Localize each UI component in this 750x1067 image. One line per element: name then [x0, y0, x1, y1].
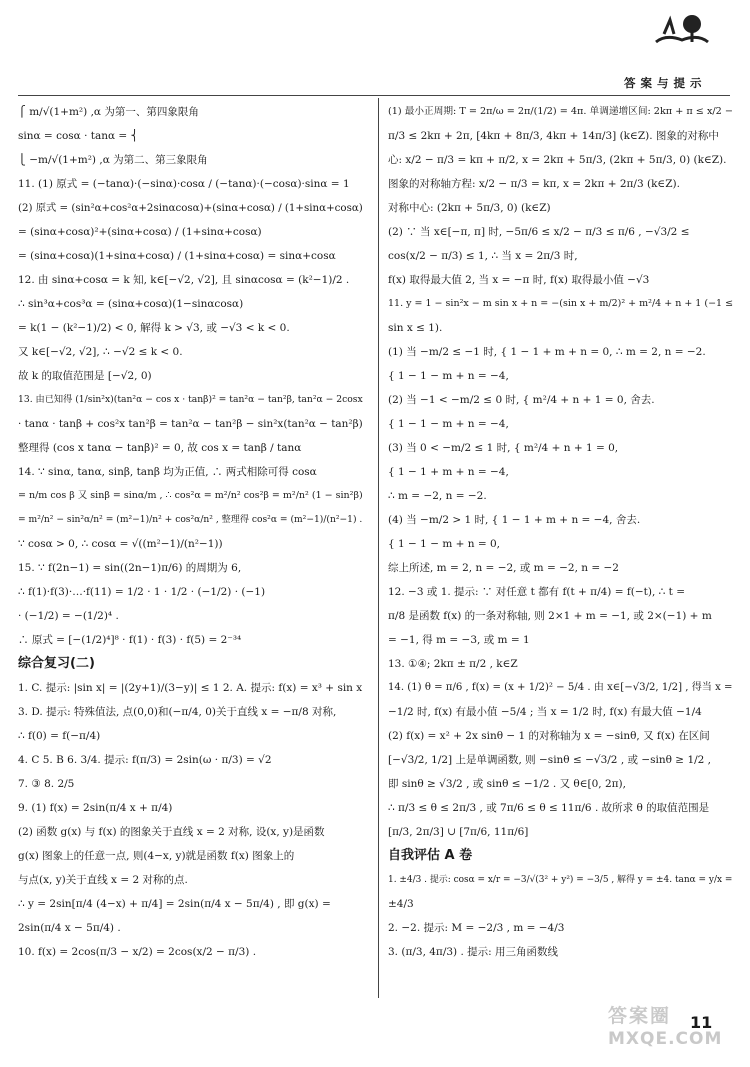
answer-line: · (−1/2) = −(1/2)⁴ . [18, 610, 119, 622]
answer-line: ±4/3 [388, 898, 414, 910]
answer-line: ∵ cosα > 0, ∴ cosα = √((m²−1)/(n²−1)) [18, 538, 223, 550]
answer-line: = (sinα+cosα)²+(sinα+cosα) / (1+sinα+cosα) [18, 226, 262, 238]
answer-line: { 1 − 1 + m + n = −4, [388, 466, 509, 478]
answer-line: 10. f(x) = 2cos(π/3 − x/2) = 2cos(x/2 − π/3) . [18, 946, 257, 958]
answer-line: 11. (1) 原式 = (−tanα)·(−sinα)·cosα / (−tanα)·(−cosα)·sinα = 1 [18, 178, 350, 190]
answer-line: sin x ≤ 1). [388, 322, 443, 334]
answer-line: 14. (1) θ = π/6 , f(x) = (x + 1/2)² − 5/4 . 由 x∈[−√3/2, 1/2] , 得当 x = [388, 682, 733, 693]
answer-line: ⎧ m/√(1+m²) ,α 为第一、第四象限角 [18, 106, 199, 118]
section-heading: 自我评估 A 卷 [388, 848, 473, 863]
left-column [18, 100, 363, 964]
answer-line: (2) 原式 = (sin²α+cos²α+2sinαcosα)+(sinα+cosα) / (1+sinα+cosα) [18, 202, 363, 214]
right-column [388, 100, 733, 964]
page-number: 11 [690, 1013, 713, 1032]
answer-line: 与点(x, y)关于直线 x = 2 对称的点. [18, 874, 188, 886]
answer-line: { 1 − 1 − m + n = 0, [388, 538, 501, 550]
answer-line: { 1 − 1 − m + n = −4, [388, 418, 509, 430]
answer-line: π/8 是函数 f(x) 的一条对称轴, 则 2×1 + m = −1, 或 2×(−1) + m [388, 610, 712, 622]
answer-line: (1) 最小正周期: T = 2π/ω = 2π/(1/2) = 4π. 单调递增区间: 2kπ + π ≤ x/2 − [388, 106, 733, 117]
answer-line: = −1, 得 m = −3, 或 m = 1 [388, 634, 530, 646]
answer-line: [−√3/2, 1/2] 上是单调函数, 则 −sinθ ≤ −√3/2 , 或 −sinθ ≥ 1/2 , [388, 754, 712, 766]
book-logo-icon [652, 12, 712, 52]
answer-line: 13. 由已知得 (1/sin²x)(tan²α − cos x · tanβ)² = tan²α − tan²β, tan²α − 2cosx [18, 394, 363, 405]
watermark-bottom: MXQE.COM [608, 1028, 723, 1049]
answer-line: 1. ±4/3 . 提示: cosα = x/r = −3/√(3² + y²) = −3/5 , 解得 y = ±4. tanα = y/x = [388, 875, 733, 885]
answer-line: ∴ f(0) = f(−π/4) [18, 730, 101, 742]
answer-line: ∴ 原式 = [−(1/2)⁴]⁸ · f(1) · f(3) · f(5) = 2⁻³⁴ [18, 634, 242, 646]
answer-line: · tanα · tanβ + cos²x tan²β = tan²α − tan²β − sin²x(tan²α − tan²β) [18, 418, 363, 430]
answer-line: ∴ y = 2sin[π/4 (4−x) + π/4] = 2sin(π/4 x − 5π/4) , 即 g(x) = [18, 898, 331, 910]
answer-line: (2) f(x) = x² + 2x sinθ − 1 的对称轴为 x = −sinθ, 又 f(x) 在区间 [388, 730, 710, 742]
answer-line: 整理得 (cos x tanα − tanβ)² = 0, 故 cos x = tanβ / tanα [18, 442, 302, 454]
answer-line: = m²/n² − sin²α/n² = (m²−1)/n² + cos²α/n² , 整理得 cos²α = (m²−1)/(n²−1) . [18, 515, 363, 525]
answer-line: ∴ f(1)·f(3)·…·f(11) = 1/2 · 1 · 1/2 · (−1/2) · (−1) [18, 586, 266, 598]
answer-line: cos(x/2 − π/3) ≤ 1, ∴ 当 x = 2π/3 时, [388, 250, 578, 262]
answer-line: 7. ③ 8. 2/5 [18, 778, 75, 790]
answer-line: π/3 ≤ 2kπ + 2π, [4kπ + 8π/3, 4kπ + 14π/3] (k∈Z). 图象的对称中 [388, 130, 719, 142]
answer-line: −1/2 时, f(x) 有最小值 −5/4 ; 当 x = 1/2 时, f(x) 有最大值 −1/4 [388, 706, 702, 718]
answer-line: g(x) 图象上的任意一点, 则(4−x, y)就是函数 f(x) 图象上的 [18, 850, 295, 862]
answer-line: 1. C. 提示: |sin x| = |(2y+1)/(3−y)| ≤ 1 2. A. 提示: f(x) = x³ + sin x [18, 682, 363, 694]
running-title: 答案与提示 [624, 76, 707, 90]
answer-line: ∴ π/3 ≤ θ ≤ 2π/3 , 或 7π/6 ≤ θ ≤ 11π/6 . 故所求 θ 的取值范围是 [388, 802, 710, 814]
answer-line: ⎩ −m/√(1+m²) ,α 为第二、第三象限角 [18, 154, 208, 166]
answer-line: 又 k∈[−√2, √2], ∴ −√2 ≤ k < 0. [18, 346, 183, 358]
answer-line: 13. ①④; 2kπ ± π/2 , k∈Z [388, 658, 518, 670]
answer-line: [π/3, 2π/3] ∪ [7π/6, 11π/6] [388, 826, 529, 838]
watermark-top: 答案圈 [608, 1005, 672, 1027]
answer-line: (4) 当 −m/2 > 1 时, { 1 − 1 + m + n = −4, 舍去. [388, 514, 641, 526]
answer-line: 2sin(π/4 x − 5π/4) . [18, 922, 121, 934]
answer-line: (2) 当 −1 < −m/2 ≤ 0 时, { m²/4 + n + 1 = 0, 舍去. [388, 394, 655, 406]
answer-line: 3. D. 提示: 特殊值法, 点(0,0)和(−π/4, 0)关于直线 x = −π/8 对称, [18, 706, 337, 718]
answer-line: f(x) 取得最大值 2, 当 x = −π 时, f(x) 取得最小值 −√3 [388, 274, 650, 286]
answer-line: sinα = cosα · tanα = ⎨ [18, 130, 139, 142]
answer-line: 12. 由 sinα+cosα = k 知, k∈[−√2, √2], 且 sinαcosα = (k²−1)/2 . [18, 274, 350, 286]
answer-line: 12. −3 或 1. 提示: ∵ 对任意 t 都有 f(t + π/4) = f(−t), ∴ t = [388, 586, 685, 598]
section-heading: 综合复习(二) [18, 656, 95, 671]
answer-line: (3) 当 0 < −m/2 ≤ 1 时, { m²/4 + n + 1 = 0, [388, 442, 619, 454]
answer-line: 11. y = 1 − sin²x − m sin x + n = −(sin x + m/2)² + m²/4 + n + 1 (−1 ≤ [388, 298, 734, 309]
answer-line: 即 sinθ ≥ √3/2 , 或 sinθ ≤ −1/2 . 又 θ∈[0, 2π), [388, 778, 626, 790]
answer-line: 15. ∵ f(2n−1) = sin((2n−1)π/6) 的周期为 6, [18, 562, 242, 574]
header-rule [18, 95, 730, 96]
answer-line: (1) 当 −m/2 ≤ −1 时, { 1 − 1 + m + n = 0, ∴ m = 2, n = −2. [388, 346, 706, 358]
answer-line: = (sinα+cosα)(1+sinα+cosα) / (1+sinα+cosα) = sinα+cosα [18, 250, 336, 262]
answer-line: 图象的对称轴方程: x/2 − π/3 = kπ, x = 2kπ + 2π/3 (k∈Z). [388, 178, 680, 190]
answer-line: 14. ∵ sinα, tanα, sinβ, tanβ 均为正值, ∴ 两式相除可得 cosα [18, 466, 317, 478]
answer-line: 3. (π/3, 4π/3) . 提示: 用三角函数线 [388, 946, 559, 958]
answer-line: { 1 − 1 − m + n = −4, [388, 370, 509, 382]
answer-line: 9. (1) f(x) = 2sin(π/4 x + π/4) [18, 802, 173, 814]
answer-line: 故 k 的取值范围是 [−√2, 0) [18, 370, 152, 382]
answer-line: (2) 函数 g(x) 与 f(x) 的图象关于直线 x = 2 对称, 设(x, y)是函数 [18, 826, 325, 838]
answer-line: 对称中心: (2kπ + 5π/3, 0) (k∈Z) [388, 202, 551, 214]
answer-line: = k(1 − (k²−1)/2) < 0, 解得 k > √3, 或 −√3 < k < 0. [18, 322, 290, 334]
answer-line: ∴ sin³α+cos³α = (sinα+cosα)(1−sinαcosα) [18, 298, 244, 310]
answer-line: = n/m cos β 又 sinβ = sinα/m , ∴ cos²α = m²/n² cos²β = m²/n² (1 − sin²β) [18, 490, 363, 501]
answer-line: ∴ m = −2, n = −2. [388, 490, 487, 502]
answer-line: 2. −2. 提示: M = −2/3 , m = −4/3 [388, 922, 565, 934]
column-divider [378, 98, 379, 998]
answer-line: 心: x/2 − π/3 = kπ + π/2, x = 2kπ + 5π/3, (2kπ + 5π/3, 0) (k∈Z). [388, 154, 727, 166]
answer-line: 综上所述, m = 2, n = −2, 或 m = −2, n = −2 [388, 562, 619, 574]
answer-line: (2) ∵ 当 x∈[−π, π] 时, −5π/6 ≤ x/2 − π/3 ≤ π/6 , −√3/2 ≤ [388, 226, 690, 238]
answer-line: 4. C 5. B 6. 3/4. 提示: f(π/3) = 2sin(ω · π/3) = √2 [18, 754, 272, 766]
